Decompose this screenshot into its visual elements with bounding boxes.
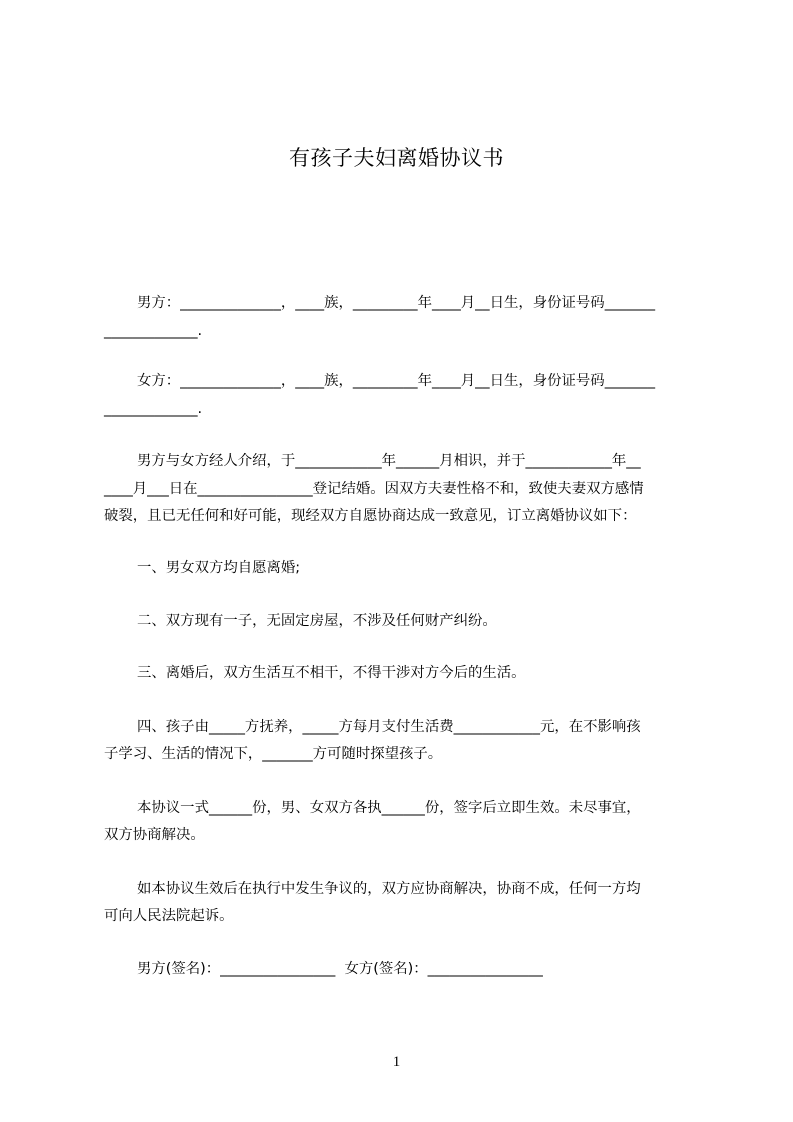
dispute-line-1: 如本协议生效后在执行中发生争议的，双方应协商解决，协商不成，任何一方均 [137, 881, 641, 897]
intro-line-2: ____月___日在________________登记结婚。因双方夫妻性格不和，致使夫妻双方感情 [104, 481, 644, 497]
clause-2: 二、双方现有一子，无固定房屋，不涉及任何财产纠纷。 [137, 613, 497, 629]
male-party-line-1: 男方：______________，____族，_________年____月__日生，身份证号码_______ [137, 295, 656, 311]
clause-1: 一、男女双方均自愿离婚; [137, 560, 301, 576]
intro-line-3: 破裂，且已无任何和好可能，现经双方自愿协商达成一致意见，订立离婚协议如下： [104, 508, 637, 524]
female-party-line-2: _____________. [104, 401, 203, 417]
male-party-line-2: _____________. [104, 323, 203, 339]
female-party-line-1: 女方：______________，____族，_________年____月__日生，身份证号码_______ [137, 373, 656, 389]
signature-line: 男方(签名)：________________ 女方(签名)：________________ [137, 961, 543, 977]
document-title: 有孩子夫妇离婚协议书 [289, 146, 504, 170]
copies-line-1: 本协议一式______份，男、女双方各执______份，签字后立即生效。未尽事宜， [137, 800, 641, 816]
clause-4-line-2: 子学习、生活的情况下，_______方可随时探望孩子。 [104, 746, 443, 762]
copies-line-2: 双方协商解决。 [104, 827, 205, 843]
dispute-line-2: 可向人民法院起诉。 [104, 908, 234, 924]
page-number: 1 [392, 1054, 401, 1070]
clause-4-line-1: 四、孩子由_____方抚养，_____方每月支付生活费____________元，在不影响孩 [137, 719, 641, 735]
intro-line-1: 男方与女方经人介绍，于____________年______月相识，并于____________年__ [137, 453, 641, 469]
clause-3: 三、离婚后，双方生活互不相干，不得干涉对方今后的生活。 [137, 665, 526, 681]
